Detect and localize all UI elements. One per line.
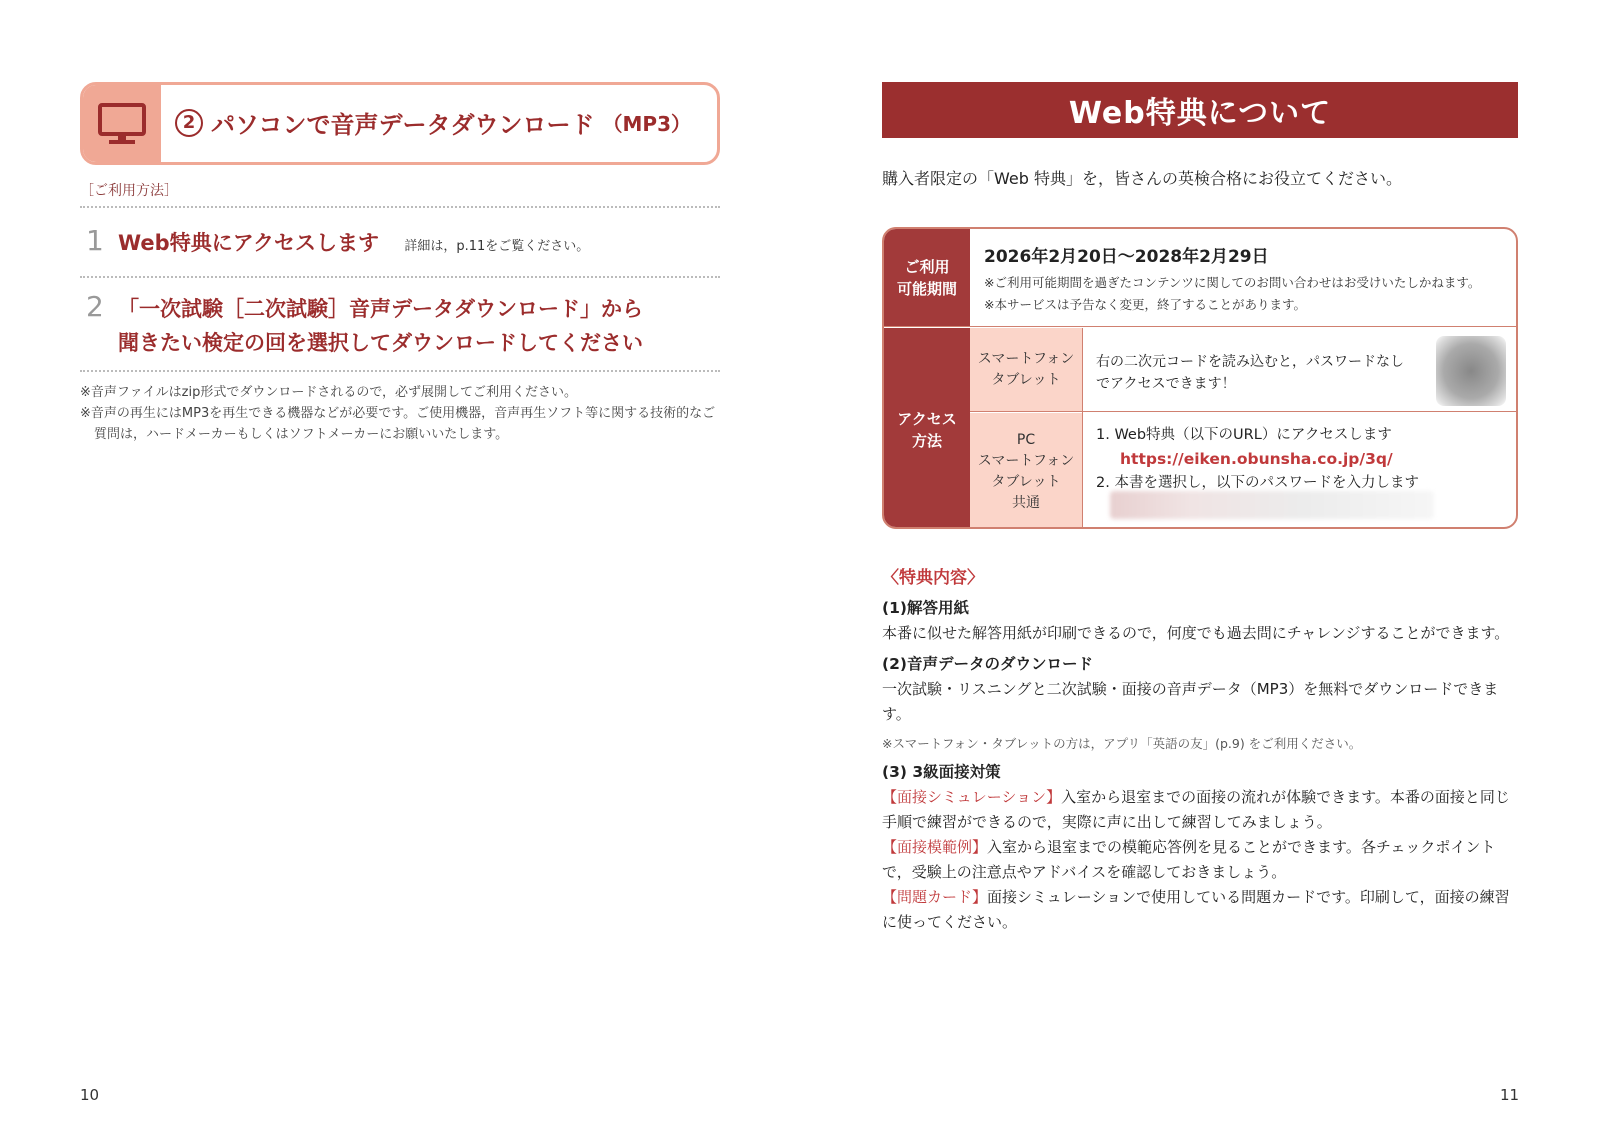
row-divider [884,326,1518,327]
step-note: 詳細は，p.11をご覧ください。 [404,239,590,254]
section-heading: (2)音声データのダウンロード [882,655,1093,673]
feature-label: 【面接模範例】 [882,838,988,856]
pc-step-2: 2. 本書を選択し，以下のパスワードを入力します [1096,475,1419,491]
pc-step-1: 1. Web特典（以下のURL）にアクセスします [1096,427,1392,443]
note-item: ※音声ファイルはzip形式でダウンロードされるので，必ず展開してご利用ください。 [80,385,578,400]
access-label-line2: 方法 [911,431,942,450]
pc-cell [970,413,1082,529]
smartphone-line2: タブレット [991,372,1061,388]
access-label [884,328,970,529]
password-field [1110,491,1434,519]
feature-item [882,835,1522,885]
step-1 [86,226,589,264]
contents-body [882,592,1522,935]
qr-instruction: 右の二次元コードを読み込むと，パスワードなしでアクセスできます！ [1096,354,1404,392]
page-banner: Web特典について [882,82,1518,138]
period-label-line2: 可能期間 [896,280,957,298]
feature-text: 入室から退室までの模範応答例を見ることができます。各チェックポイントで，受験上の注意点やアドバイスを確認しておきましょう。 [882,838,1496,881]
contents-title: 〈特典内容〉 [882,568,984,588]
section-note: ※スマートフォン・タブレットの方は，アプリ「英語の友」(p.9) をご利用ください。 [882,736,1362,751]
access-label-line1: アクセス [897,409,957,428]
col-divider [1082,328,1083,529]
section-heading: (3) 3級面接対策 [882,763,1001,781]
right-page [800,0,1600,1137]
monitor-icon [97,102,147,146]
step-number: 1 [86,224,104,257]
intro-text: 購入者限定の「Web 特典」を，皆さんの英検合格にお役立てください。 [882,169,1402,188]
feature-text: 入室から退室までの面接の流れが体験できます。本番の面接と同じ手順で練習ができるので，実際に声に出して練習してみましょう。 [882,788,1510,831]
step-2 [86,292,643,360]
pc-line2: スマートフォン [977,453,1075,469]
period-dates: 2026年2月20日〜2028年2月29日 [984,247,1269,267]
page-number: 10 [80,1086,100,1104]
divider [80,370,720,372]
usage-label: ［ご利用方法］ [80,183,178,199]
feature-label: 【面接シミュレーション】 [882,788,1062,806]
section-title [175,105,691,140]
step-number: 2 [86,290,104,323]
period-label-line1: ご利用 [904,258,950,276]
divider [80,276,720,278]
period-label [884,229,970,327]
pc-line1: PC [1016,432,1036,448]
section-heading: (1)解答用紙 [882,599,969,617]
section-number: 2 [175,109,203,137]
info-table [882,227,1518,529]
feature-label: 【問題カード】 [882,888,988,906]
qr-code[interactable] [1436,336,1506,406]
note-item: ※音声の再生にはMP3を再生できる機器などが必要です。ご使用機器，音声再生ソフト等に関する技術的なご質問は，ハードメーカーもしくはソフトメーカーにお願いいたします。 [80,406,716,442]
pc-line4: 共通 [1011,495,1040,511]
section-text: 本番に似せた解答用紙が印刷できるので，何度でも過去問にチャレンジすることができます。 [882,624,1510,642]
section-title-text: パソコンで音声データダウンロード [211,111,595,139]
step-text: Web特典にアクセスします [118,231,380,255]
pc-line3: タブレット [991,474,1061,490]
notes [80,382,725,445]
feature-text: 面接シミュレーションで使用している問題カードです。印刷して，面接の練習に使ってください。 [882,888,1510,931]
step-text-line1: 「一次試験［二次試験］音声データダウンロード」から [118,297,643,321]
period-note: ※ご利用可能期間を過ぎたコンテンツに関してのお問い合わせはお受けいたしかねます。 [984,275,1481,290]
section-title-suffix: （MP3） [602,112,692,136]
icon-box [83,85,161,162]
feature-item [882,785,1522,835]
download-section-header [80,82,720,165]
divider [80,206,720,208]
smartphone-cell [970,328,1082,412]
smartphone-line1: スマートフォン [977,351,1075,367]
step-text-line2: 聞きたい検定の回を選択してダウンロードしてください [118,331,643,355]
page-number: 11 [1500,1086,1520,1104]
period-note: ※本サービスは予告なく変更，終了することがあります。 [984,297,1306,312]
row-divider [970,411,1518,412]
pc-steps [1096,423,1419,495]
section-text: 一次試験・リスニングと二次試験・面接の音声データ（MP3）を無料でダウンロードできます。 [882,680,1499,723]
access-url-link[interactable]: https://eiken.obunsha.co.jp/3q/ [1120,450,1393,468]
feature-item [882,885,1522,935]
